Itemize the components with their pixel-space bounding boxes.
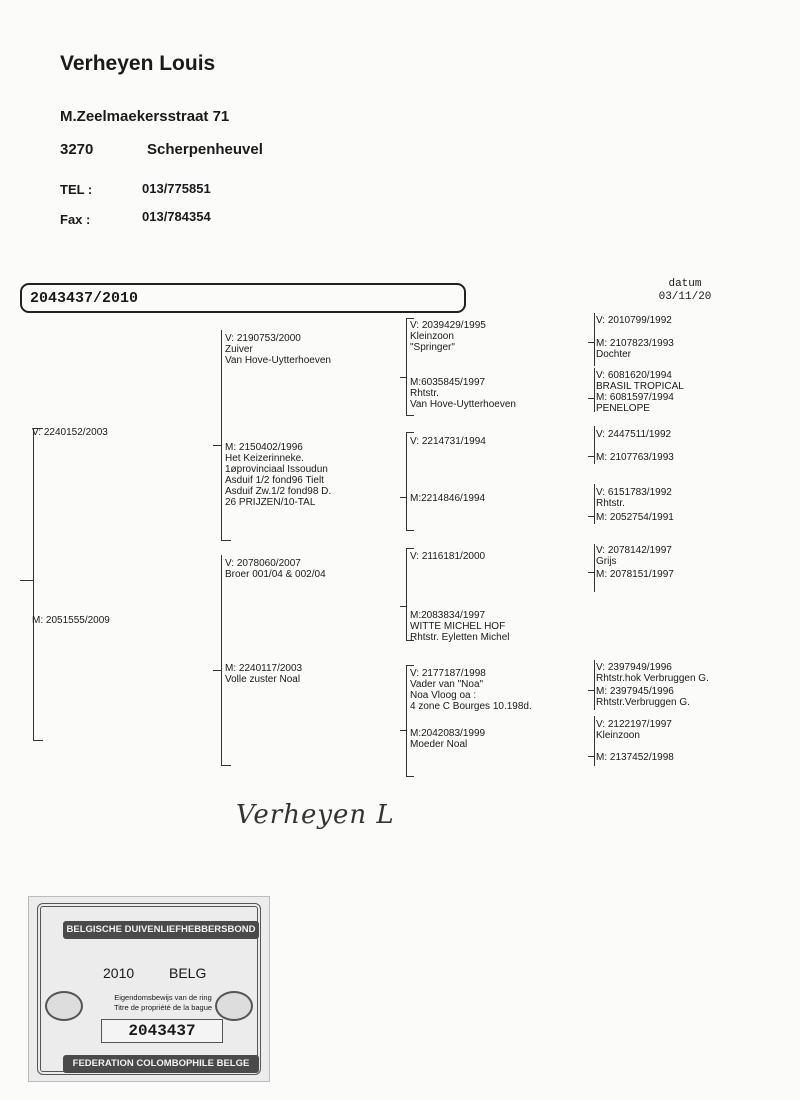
ring-id: M: 2052754/1991 — [596, 512, 674, 523]
ring-id: M: 2107763/1993 — [596, 452, 674, 463]
ggs-1 — [410, 320, 486, 353]
card-country: BELG — [169, 965, 207, 981]
bracket-tick — [406, 432, 414, 433]
note-line: 1øprovinciaal Issoudun — [225, 464, 328, 475]
note-line: Moeder Noal — [410, 739, 468, 750]
granddam-paternal — [225, 442, 331, 508]
bracket-tick — [406, 318, 414, 319]
gen4-entry-13 — [596, 719, 672, 741]
ring-id: M:2214846/1994 — [410, 493, 486, 504]
ring-id: V: 2397949/1996 — [596, 662, 672, 673]
card-ring-number: 2043437 — [101, 1019, 223, 1043]
ring-id: M:2083834/1997 — [410, 610, 486, 621]
ring-id: M: 2107823/1993 — [596, 338, 674, 349]
bracket-line — [406, 318, 407, 415]
note-line: Van Hove-Uytterhoeven — [225, 355, 331, 366]
note-line: PENELOPE — [596, 403, 650, 414]
bracket-line — [406, 665, 407, 776]
note-line: Rhtstr.hok Verbruggen G. — [596, 673, 709, 684]
bracket-line — [594, 313, 595, 366]
note-line: Broer 001/04 & 002/04 — [225, 569, 326, 580]
bracket-tick — [406, 530, 414, 531]
grandsire-paternal — [225, 333, 331, 366]
gen4-entry-10 — [596, 569, 674, 580]
bracket-tick — [221, 765, 231, 766]
bracket-tick — [400, 730, 406, 731]
ring-id: V: 2078060/2007 — [225, 558, 301, 569]
gen4-entry-14 — [596, 752, 674, 763]
note-line: WITTE MICHEL HOF — [410, 621, 506, 632]
grandsire-maternal — [225, 558, 326, 580]
gen4-entry-7 — [596, 487, 672, 509]
street-address: M.Zeelmaekersstraat 71 — [60, 108, 230, 125]
tel-label: TEL : — [60, 182, 93, 197]
ggs-2 — [410, 436, 486, 447]
note-line: 26 PRIJZEN/10-TAL — [225, 497, 316, 508]
ring-id: V: 2122197/1997 — [596, 719, 672, 730]
bracket-tick — [20, 580, 33, 581]
card-year: 2010 — [103, 965, 135, 981]
bracket-tick — [400, 497, 406, 498]
ring-id: M: 6081597/1994 — [596, 392, 674, 403]
ring-id: M: 2051555/2009 — [32, 615, 110, 626]
note-line: Rhtstr. — [410, 388, 439, 399]
note-line: Asduif 1/2 fond96 Tielt — [225, 475, 324, 486]
bracket-tick — [33, 740, 43, 741]
granddam-maternal — [225, 663, 302, 685]
card-bottom-banner: FEDERATION COLOMBOPHILE BELGE — [63, 1055, 259, 1073]
card-line1: Eigendomsbewijs van de ring — [114, 993, 212, 1002]
ggd-3 — [410, 610, 509, 643]
signature: Verheyen L — [236, 800, 395, 830]
bracket-line — [594, 426, 595, 464]
note-line: Dochter — [596, 349, 632, 360]
ring-number: 2043437/2010 — [30, 290, 139, 307]
ring-id: V: 2010799/1992 — [596, 315, 672, 326]
card-left-emblem — [45, 991, 83, 1021]
ring-id: V: 2039429/1995 — [410, 320, 486, 331]
note-line: Rhtstr. Eyletten Michel — [410, 632, 510, 643]
note-line: Rhtstr. — [596, 498, 625, 509]
bracket-tick — [406, 665, 414, 666]
bracket-tick — [588, 342, 594, 343]
bracket-line — [33, 428, 34, 740]
gen4-entry-9 — [596, 545, 672, 567]
note-line: Asduif Zw.1/2 fond98 D. — [225, 486, 332, 497]
gen4-entry-1 — [596, 315, 672, 326]
datum-label: datum — [668, 278, 702, 290]
ggs-4 — [410, 668, 532, 712]
bracket-tick — [588, 516, 594, 517]
note-line: Zuiver — [225, 344, 253, 355]
gen4-entry-8 — [596, 512, 674, 523]
card-frame — [37, 903, 261, 1075]
bracket-tick — [213, 445, 221, 446]
bracket-tick — [588, 398, 594, 399]
note-line: Kleinzoon — [596, 730, 640, 741]
card-ownership-text — [93, 993, 233, 1013]
bracket-tick — [213, 670, 221, 671]
note-line: "Springer" — [410, 342, 455, 353]
bracket-line — [594, 484, 595, 524]
ring-ownership-card — [28, 896, 270, 1082]
bracket-line — [221, 330, 222, 540]
ggd-4 — [410, 728, 485, 750]
ring-id: M: 2137452/1998 — [596, 752, 674, 763]
ggd-1 — [410, 377, 516, 410]
note-line: Rhtstr.Verbruggen G. — [596, 697, 690, 708]
gen4-entry-6 — [596, 452, 674, 463]
bracket-line — [221, 555, 222, 765]
ggs-3 — [410, 551, 485, 562]
note-line: Het Keizerinneke. — [225, 453, 304, 464]
gen4-entry-5 — [596, 429, 671, 440]
dam — [32, 615, 110, 626]
ring-id: V: 2447511/1992 — [596, 429, 672, 440]
gen4-entry-2 — [596, 338, 674, 360]
ring-id: V: 2078142/1997 — [596, 545, 672, 556]
city: Scherpenheuvel — [147, 141, 263, 158]
card-top-banner: BELGISCHE DUIVENLIEFHEBBERSBOND — [63, 921, 259, 939]
gen4-entry-12 — [596, 686, 690, 708]
bracket-line — [594, 660, 595, 710]
bracket-tick — [400, 377, 406, 378]
bracket-tick — [400, 606, 406, 607]
gen4-entry-3 — [596, 370, 684, 392]
postcode: 3270 — [60, 141, 94, 158]
note-line: 4 zone C Bourges 10.198d. — [410, 701, 532, 712]
ring-id: M: 2240117/2003 — [225, 663, 303, 674]
gen4-entry-11 — [596, 662, 709, 684]
bracket-line — [594, 544, 595, 592]
ring-id: V: 2116181/2000 — [410, 551, 486, 562]
ring-id: M:6035845/1997 — [410, 377, 486, 388]
bracket-tick — [406, 415, 414, 416]
bracket-tick — [588, 756, 594, 757]
bracket-tick — [588, 572, 594, 573]
ring-id: M: 2150402/1996 — [225, 442, 303, 453]
bracket-line — [594, 368, 595, 412]
ring-id: V: 2190753/2000 — [225, 333, 301, 344]
fax-number: 013/784354 — [142, 209, 211, 224]
bracket-tick — [221, 540, 231, 541]
note-line: Vader van "Noa" — [410, 679, 484, 690]
note-line: Grijs — [596, 556, 617, 567]
ring-id: M:2042083/1999 — [410, 728, 486, 739]
fax-label: Fax : — [60, 212, 91, 227]
ring-number-box — [20, 283, 466, 313]
tel-number: 013/775851 — [142, 181, 211, 196]
bracket-line — [406, 432, 407, 530]
bracket-line — [406, 548, 407, 640]
gen4-entry-4 — [596, 392, 674, 414]
card-line2: Titre de propriété de la bague — [113, 1003, 213, 1012]
owner-name: Verheyen Louis — [60, 52, 216, 75]
ring-id: V: 2177187/1998 — [410, 668, 486, 679]
bracket-tick — [406, 548, 414, 549]
datum-value: 03/11/20 — [658, 291, 712, 303]
ring-id: M: 2078151/1997 — [596, 569, 674, 580]
ring-id: V: 6151783/1992 — [596, 487, 672, 498]
note-line: Van Hove-Uytterhoeven — [410, 399, 516, 410]
bracket-line — [594, 716, 595, 766]
ring-id: V: 6081620/1994 — [596, 370, 672, 381]
ring-id: M: 2397945/1996 — [596, 686, 674, 697]
bracket-tick — [406, 776, 414, 777]
sire — [32, 427, 108, 438]
datum-block — [640, 278, 730, 304]
bracket-tick — [588, 690, 594, 691]
ggd-2 — [410, 493, 485, 504]
note-line: BRASIL TROPICAL — [596, 381, 684, 392]
bracket-tick — [588, 456, 594, 457]
note-line: Noa Vloog oa : — [410, 690, 477, 701]
note-line: Kleinzoon — [410, 331, 454, 342]
ring-id: V: 2240152/2003 — [32, 427, 108, 438]
ring-id: V: 2214731/1994 — [410, 436, 486, 447]
note-line: Volle zuster Noal — [225, 674, 301, 685]
